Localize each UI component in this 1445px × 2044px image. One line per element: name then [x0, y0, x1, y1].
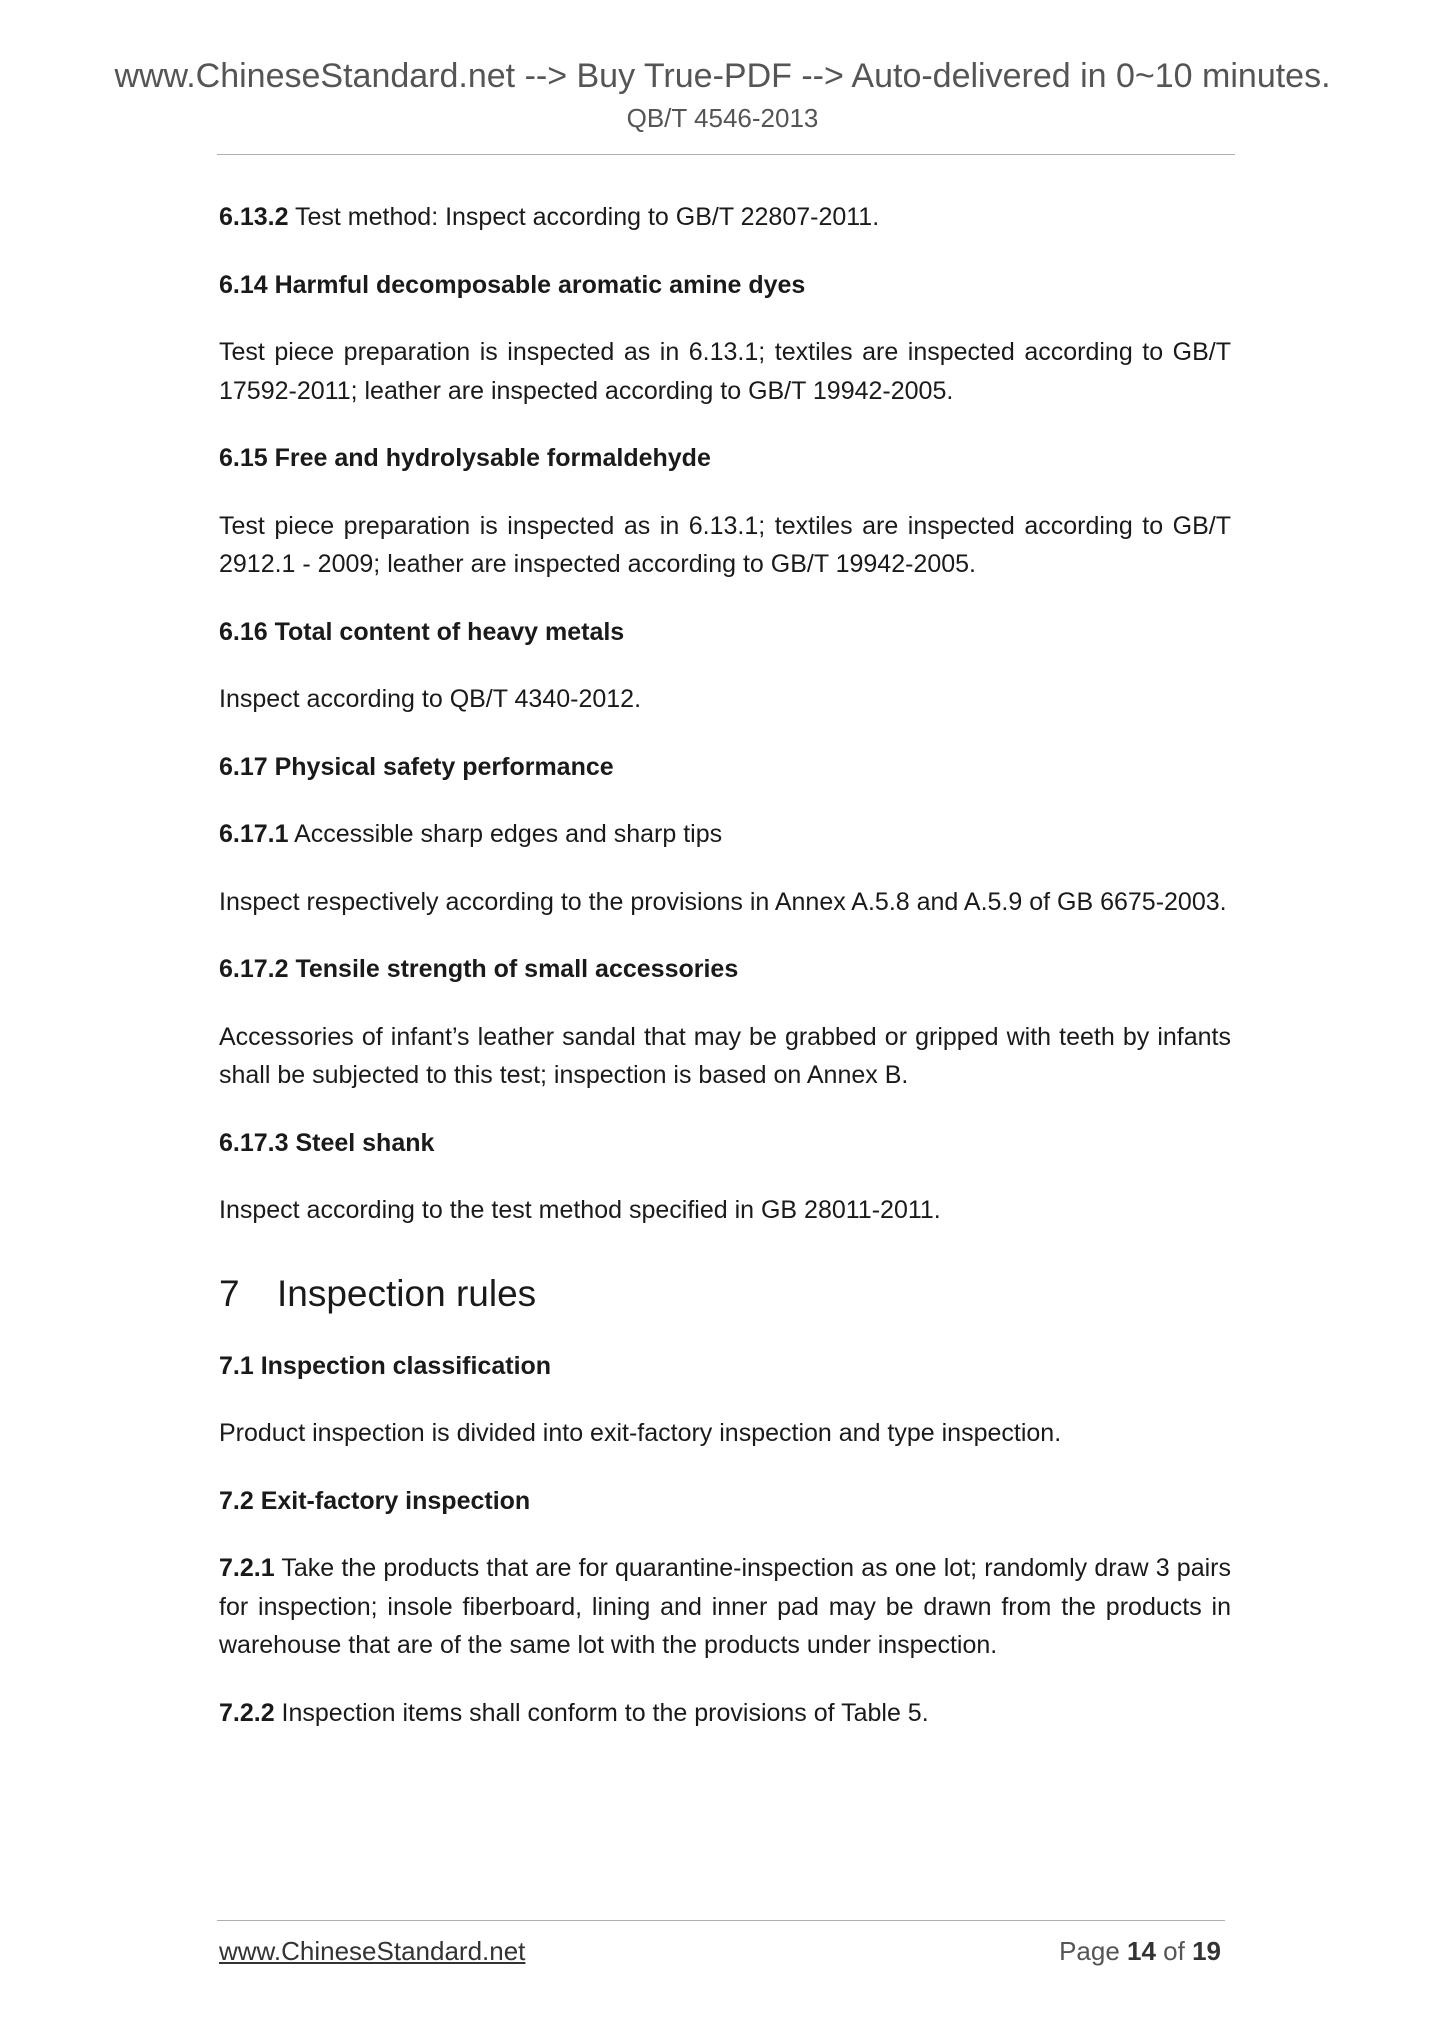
page-label: Page	[1059, 1936, 1128, 1966]
clause-6-13-2	[219, 198, 1231, 237]
heading-7-1: 7.1 Inspection classification	[219, 1351, 552, 1380]
heading-7-2: 7.2 Exit-factory inspection	[219, 1486, 531, 1515]
clause-number: 7.2.2	[219, 1698, 275, 1727]
page-body	[219, 198, 1231, 1732]
heading-6-17-2: 6.17.2 Tensile strength of small accessories	[219, 955, 739, 983]
chapter-7-heading	[219, 1270, 1231, 1318]
chapter-title: Inspection rules	[277, 1272, 537, 1314]
paragraph-6-17-2: Accessories of infant’s leather sandal that may be grabbed or gripped with teeth by infants shall be subjected to this test; inspection is based on Annex B.	[219, 1022, 1231, 1089]
page-total: 19	[1192, 1936, 1221, 1966]
clause-6-17-1	[219, 815, 1231, 854]
page-current: 14	[1127, 1936, 1156, 1966]
footer-divider	[217, 1920, 1225, 1921]
top-banner: www.ChineseStandard.net --> Buy True-PDF --> Auto-delivered in 0~10 minutes.	[114, 57, 1331, 95]
document-id: QB/T 4546-2013	[626, 103, 819, 133]
heading-6-17-3: 6.17.3 Steel shank	[219, 1128, 435, 1157]
paragraph-6-15: Test piece preparation is inspected as in 6.13.1; textiles are inspected according to GB/T 2912.1 - 2009; leather are inspected according to GB/T 19942-2005.	[219, 511, 1231, 578]
heading-6-17: 6.17 Physical safety performance	[219, 752, 614, 781]
paragraph-7-1: Product inspection is divided into exit-factory inspection and type inspection.	[219, 1419, 1062, 1447]
paragraph-6-16: Inspect according to QB/T 4340-2012.	[219, 685, 642, 713]
clause-7-2-2	[219, 1694, 1231, 1733]
clause-number: 7.2.1	[219, 1554, 275, 1582]
header-divider	[217, 154, 1235, 155]
page-number	[1059, 1934, 1221, 1968]
clause-text: Accessible sharp edges and sharp tips	[288, 820, 723, 848]
clause-text: Take the products that are for quarantine-inspection as one lot; randomly draw 3 pairs for inspection; insole fiberboard, lining and inner pad may be drawn from the products in warehouse that are of the same lot with the products under inspection.	[219, 1554, 1231, 1659]
chapter-number: 7	[219, 1272, 240, 1314]
paragraph-6-14: Test piece preparation is inspected as in 6.13.1; textiles are inspected according to GB/T 17592-2011; leather are inspected according to GB/T 19942-2005.	[219, 338, 1231, 405]
paragraph-6-17-3: Inspect according to the test method specified in GB 28011-2011.	[219, 1196, 941, 1224]
footer-website-link[interactable]: www.ChineseStandard.net	[219, 1936, 526, 1966]
clause-7-2-1	[219, 1549, 1231, 1665]
heading-6-14: 6.14 Harmful decomposable aromatic amine dyes	[219, 270, 806, 299]
clause-text: Inspection items shall conform to the provisions of Table 5.	[274, 1698, 929, 1727]
clause-number: 6.13.2	[219, 203, 289, 231]
page-of: of	[1155, 1936, 1193, 1966]
heading-6-16: 6.16 Total content of heavy metals	[219, 617, 625, 646]
heading-6-15: 6.15 Free and hydrolysable formaldehyde	[219, 444, 711, 472]
clause-text: Test method: Inspect according to GB/T 22807-2011.	[288, 203, 880, 231]
clause-number: 6.17.1	[219, 820, 289, 848]
paragraph-6-17-1: Inspect respectively according to the provisions in Annex A.5.8 and A.5.9 of GB 6675-2003.	[219, 887, 1227, 916]
